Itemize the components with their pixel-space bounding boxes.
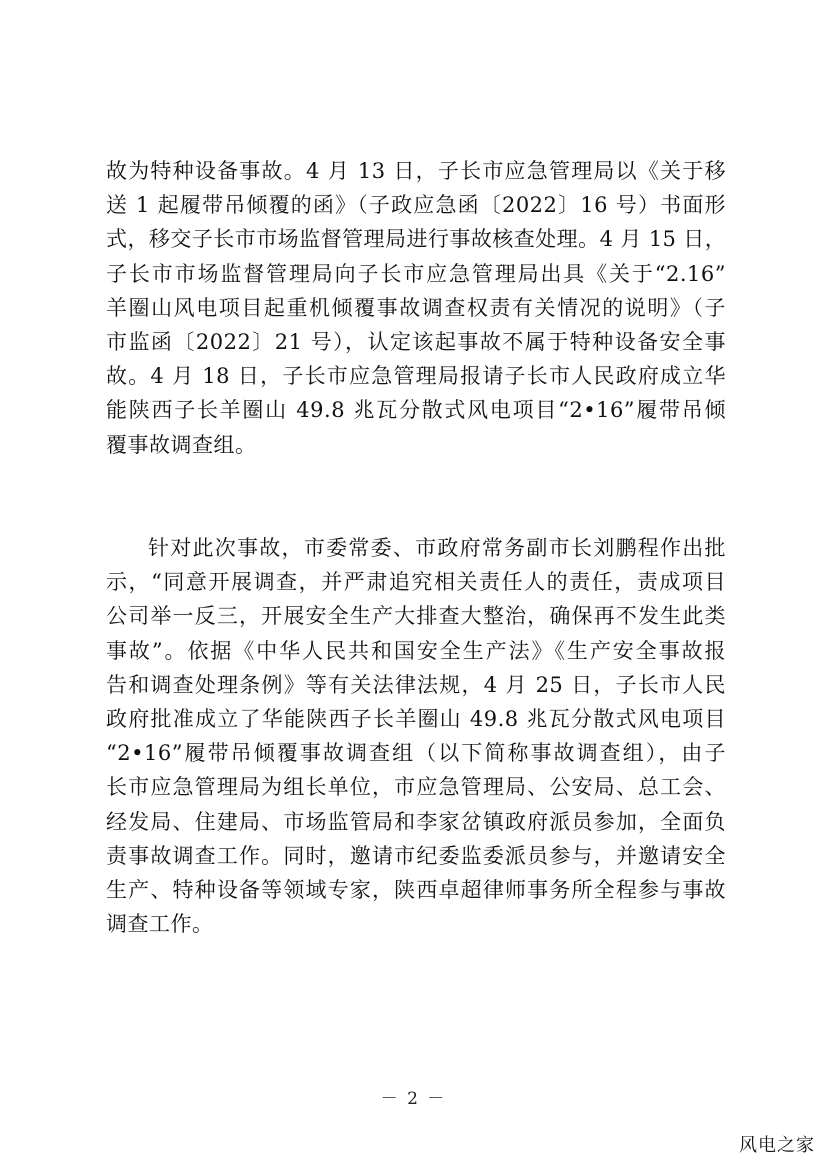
text-line: 羊圈山风电项目起重机倾覆事故调查权责有关情况的说明》（子 — [106, 295, 726, 320]
text-line: 子长市市场监督管理局向子长市应急管理局出具《关于“2.16” — [106, 261, 726, 286]
text-line: 生产、特种设备等领域专家，陕西卓超律师事务所全程参与事故 — [106, 877, 726, 902]
text-line: 示，“同意开展调查，并严肃追究相关责任人的责任，责成项目 — [106, 570, 726, 595]
text-line: 责事故调查工作。同时，邀请市纪委监委派员参与，并邀请安全 — [106, 843, 726, 868]
text-line: 调查工作。 — [106, 912, 214, 937]
text-line: 经发局、住建局、市场监管局和李家岔镇政府派员参加，全面负 — [106, 809, 726, 834]
text-line: 送 1 起履带吊倾覆的函》（子政应急函〔2022〕16 号）书面形 — [106, 193, 726, 218]
text-line: 覆事故调查组。 — [106, 432, 257, 457]
text-line: 针对此次事故，市委常委、市政府常务副市长刘鹏程作出批 — [148, 536, 726, 560]
text-line: 故为特种设备事故。4 月 13 日，子长市应急管理局以《关于移 — [106, 159, 726, 183]
text-line: 能陕西子长羊圈山 49.8 兆瓦分散式风电项目“2•16”履带吊倾 — [106, 398, 726, 423]
text-line: 长市应急管理局为组长单位，市应急管理局、公安局、总工会、 — [106, 775, 726, 800]
text-line: “2•16”履带吊倾覆事故调查组（以下简称事故调查组），由子 — [106, 741, 726, 766]
text-line: 政府批准成立了华能陕西子长羊圈山 49.8 兆瓦分散式风电项目 — [106, 706, 726, 731]
paragraph-1 — [106, 154, 726, 462]
text-line: 告和调查处理条例》等有关法律法规，4 月 25 日，子长市人民 — [106, 672, 726, 697]
text-line: 市监函〔2022〕21 号），认定该起事故不属于特种设备安全事 — [106, 329, 726, 354]
text-line: 公司举一反三，开展安全生产大排查大整治，确保再不发生此类 — [106, 604, 726, 629]
text-line: 式，移交子长市市场监督管理局进行事故核查处理。4 月 15 日， — [106, 227, 726, 252]
page-number: － 2 － — [380, 1089, 447, 1109]
paragraph-2 — [106, 531, 726, 941]
watermark: 风电之家 — [739, 1135, 815, 1156]
text-line: 故。4 月 18 日，子长市应急管理局报请子长市人民政府成立华 — [106, 364, 726, 389]
text-line: 事故”。依据《中华人民共和国安全生产法》《生产安全事故报 — [106, 638, 726, 663]
